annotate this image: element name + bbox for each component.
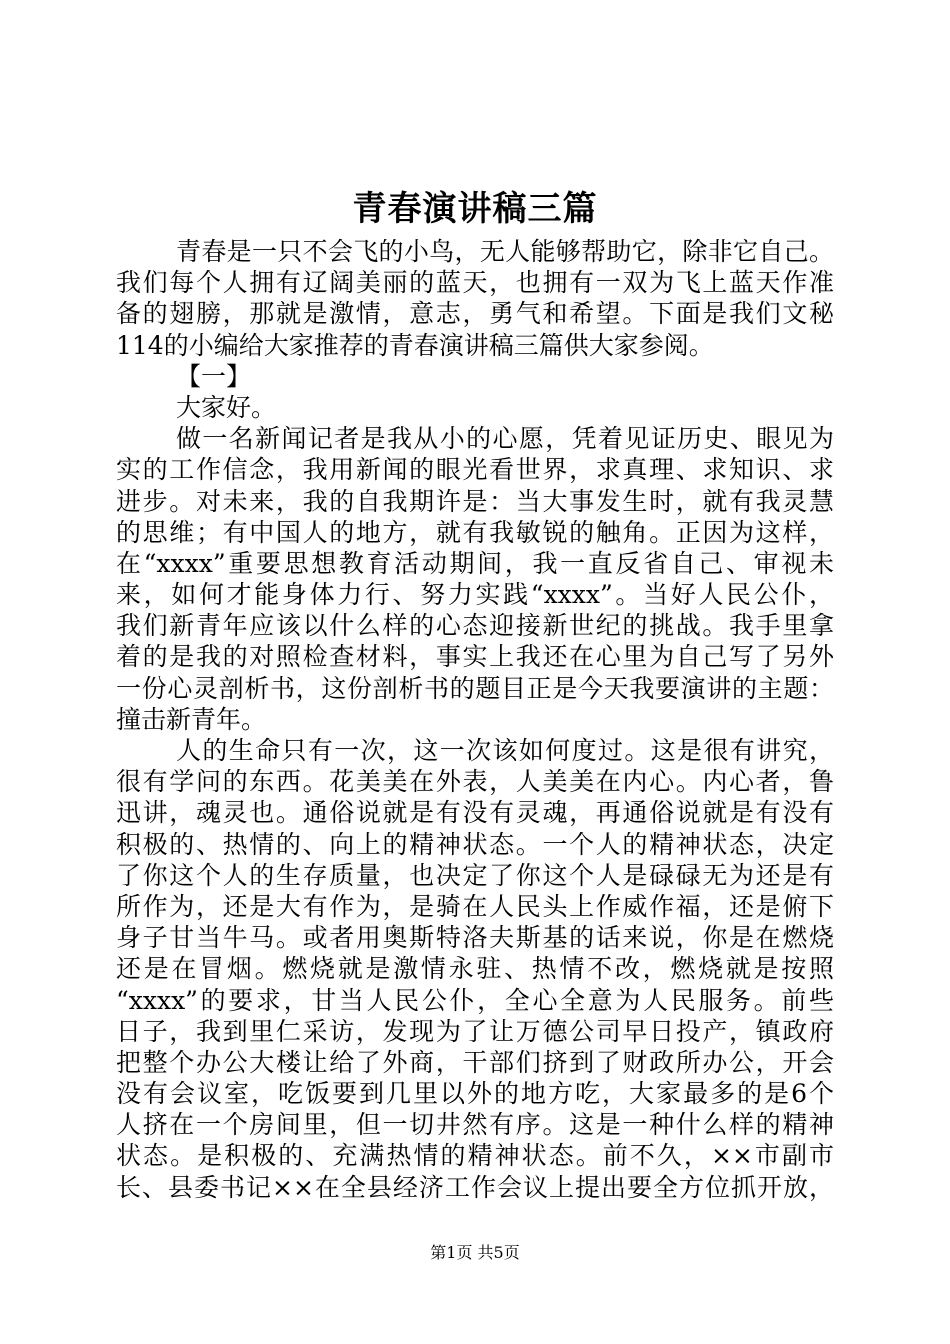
text-line: 人的生命只有一次，这一次该如何度过。这是很有讲究， — [176, 736, 834, 765]
text-line: 身子甘当牛马。或者用奥斯特洛夫斯基的话来说，你是在燃烧 — [116, 923, 834, 953]
text-line: 来，如何才能身体力行、努力实践“xxxx”。当好人民公仆， — [116, 580, 834, 610]
document-title: 青春演讲稿三篇 — [352, 189, 598, 229]
text-line: 备的翅膀，那就是激情，意志，勇气和希望。下面是我们文秘 — [116, 299, 834, 329]
text-line: 还是在冒烟。燃烧就是激情永驻、热情不改，燃烧就是按照 — [116, 954, 834, 984]
text-line: 114的小编给大家推荐的青春演讲稿三篇供大家参阅。 — [116, 330, 714, 360]
text-line: 我们新青年应该以什么样的心态迎接新世纪的挑战。我手里拿 — [116, 611, 834, 641]
document-body — [116, 236, 834, 1203]
text-line: 实的工作信念，我用新闻的眼光看世界，求真理、求知识、求 — [116, 455, 834, 485]
text-line: 撞击新青年。 — [116, 704, 267, 734]
text-line: 青春是一只不会飞的小鸟，无人能够帮助它，除非它自己。 — [176, 237, 834, 266]
text-line: 了你这个人的生存质量，也决定了你这个人是碌碌无为还是有 — [116, 860, 834, 890]
text-line: 迅讲，魂灵也。通俗说就是有没有灵魂，再通俗说就是有没有 — [116, 798, 834, 828]
text-line: 做一名新闻记者是我从小的心愿，凭着见证历史、眼见为 — [176, 424, 834, 454]
text-line: 着的是我的对照检查材料，事实上我还在心里为自己写了另外 — [116, 642, 834, 672]
text-line: 把整个办公大楼让给了外商，干部们挤到了财政所办公，开会 — [116, 1047, 834, 1077]
text-line: 状态。是积极的、充满热情的精神状态。前不久，××市副市 — [116, 1141, 834, 1171]
page-number: 第1页 共5页 — [430, 1243, 520, 1262]
text-line: 【一】 — [176, 361, 252, 391]
text-line: 长、县委书记××在全县经济工作会议上提出要全方位抓开放， — [116, 1172, 834, 1202]
text-line: 在“xxxx”重要思想教育活动期间，我一直反省自己、审视未 — [116, 548, 834, 578]
text-line: 一份心灵剖析书，这份剖析书的题目正是今天我要演讲的主题： — [116, 673, 834, 703]
text-line: 没有会议室，吃饭要到几里以外的地方吃，大家最多的是6个 — [116, 1079, 834, 1109]
text-line: 进步。对未来，我的自我期许是：当大事发生时，就有我灵慧 — [116, 486, 834, 516]
text-line: 日子，我到里仁采访，发现为了让万德公司早日投产，镇政府 — [116, 1016, 834, 1046]
text-line: 我们每个人拥有辽阔美丽的蓝天，也拥有一双为飞上蓝天作准 — [116, 268, 834, 298]
text-line: 所作为，还是大有作为，是骑在人民头上作威作福，还是俯下 — [116, 891, 834, 921]
text-line: 积极的、热情的、向上的精神状态。一个人的精神状态，决定 — [116, 829, 834, 859]
text-line: 的思维；有中国人的地方，就有我敏锐的触角。正因为这样， — [116, 517, 834, 547]
text-line: 很有学问的东西。花美美在外表，人美美在内心。内心者，鲁 — [116, 767, 834, 797]
text-line: 人挤在一个房间里，但一切井然有序。这是一种什么样的精神 — [116, 1110, 834, 1140]
text-line: 大家好。 — [176, 392, 277, 422]
text-line: “xxxx”的要求，甘当人民公仆，全心全意为人民服务。前些 — [116, 985, 834, 1015]
